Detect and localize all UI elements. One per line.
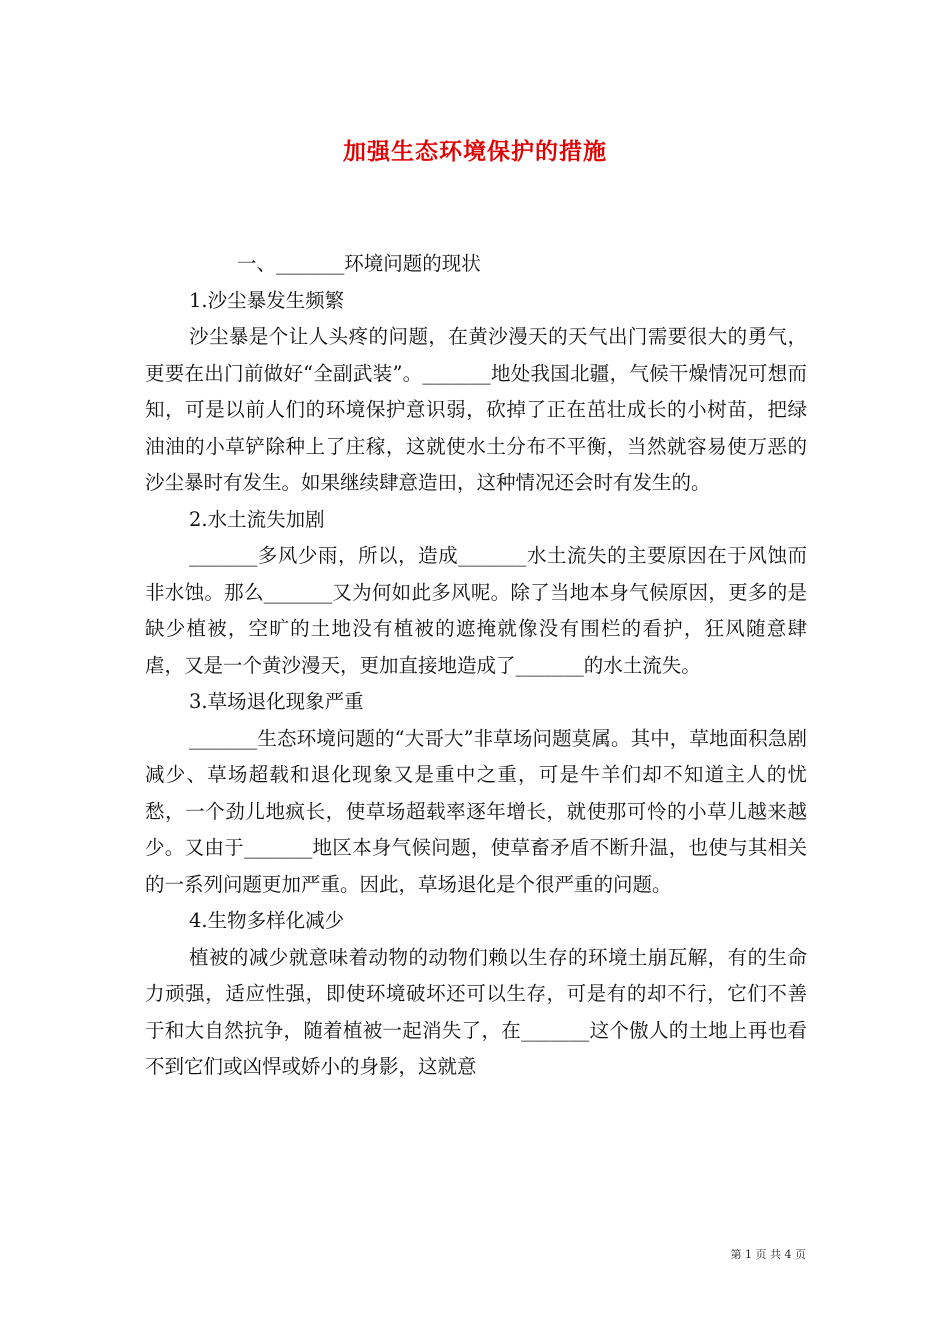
item-2-heading: 2.水土流失加剧	[189, 507, 325, 531]
footer-total-pages: 4	[784, 1248, 792, 1261]
footer-page-number: 1	[745, 1248, 752, 1261]
item-4-heading: 4.生物多样化减少	[189, 909, 345, 932]
item-3-heading: 3.草场退化现象严重	[189, 690, 364, 713]
item-1-heading: 1.沙尘暴发生频繁	[189, 288, 345, 312]
document-body	[145, 246, 807, 1086]
document-title: 加强生态环境保护的措施	[343, 138, 607, 165]
item-1-body: 沙尘暴是个让人头疼的问题，在黄沙漫天的天气出门需要很大的勇气，更要在出门前做好“全副武装”。_______地处我国北疆，气候干燥情况可想而知，可是以前人们的环境保护意识弱，砍掉了正在茁壮成长的小树苗，把绿油油的小草铲除种上了庄稼，这就使水土分布不平衡，当然就容易使万恶的沙尘暴时有发生。如果继续肆意造田，这种情况还会时有发生的。	[145, 325, 807, 494]
item-2-body: _______多风少雨，所以，造成_______水土流失的主要原因在于风蚀而非水蚀。那么_______又为何如此多风呢。除了当地本身气候原因，更多的是缺少植被，空旷的土地没有植被的遮掩就像没有围栏的看护，狂风随意肆虐，又是一个黄沙漫天，更加直接地造成了_______的水土流失。	[145, 544, 807, 677]
item-4-body: 植被的减少就意味着动物的动物们赖以生存的环境土崩瓦解，有的生命力顽强，适应性强，即使环境破坏还可以生存，可是有的却不行，它们不善于和大自然抗争，随着植被一起消失了，在_______这个傲人的土地上再也看不到它们或凶悍或娇小的身影，这就意	[145, 945, 807, 1078]
footer-prefix: 第	[730, 1248, 742, 1261]
section-heading: 一、_______环境问题的现状	[237, 252, 481, 275]
footer-middle: 页 共	[755, 1248, 781, 1261]
footer-suffix: 页	[795, 1248, 806, 1261]
item-3-body: _______生态环境问题的“大哥大”非草场问题莫属。其中，草地面积急剧减少、草场超载和退化现象又是重中之重，可是牛羊们却不知道主人的忧愁，一个劲儿地疯长，使草场超载率逐年增长，就使那可怜的小草儿越来越少。又由于_______地区本身气候问题，使草畜矛盾不断升温，也使与其相关的一系列问题更加严重。因此，草场退化是个很严重的问题。	[145, 726, 807, 896]
page-footer	[0, 1246, 806, 1262]
